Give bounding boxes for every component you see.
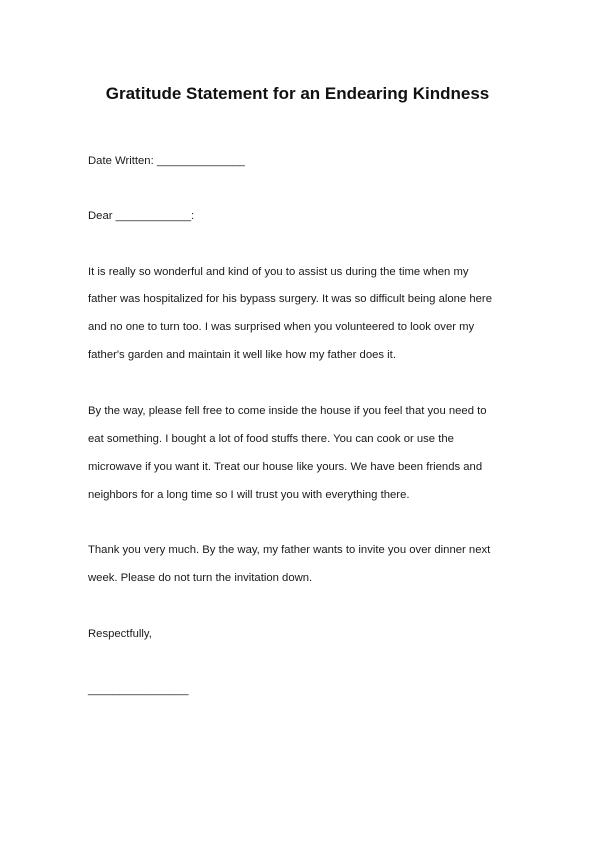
paragraph-3-line-2: week. Please do not turn the invitation down.: [88, 572, 313, 584]
paragraph-2-line-2: eat something. I bought a lot of food stuffs there. You can cook or use the: [88, 433, 454, 445]
paragraph-2-line-3: microwave if you want it. Treat our house like yours. We have been friends and: [88, 461, 483, 473]
closing: Respectfully,: [88, 628, 152, 640]
paragraph-2-line-4: neighbors for a long time so I will trust you with everything there.: [88, 489, 410, 501]
date-written-line: Date Written: ______________: [88, 155, 245, 167]
salutation: Dear ____________:: [88, 210, 195, 222]
paragraph-2-line-1: By the way, please fell free to come inside the house if you feel that you need to: [88, 405, 487, 417]
paragraph-1-line-1: It is really so wonderful and kind of you to assist us during the time when my: [88, 266, 469, 278]
page-title: Gratitude Statement for an Endearing Kindness: [105, 84, 490, 103]
signature-line: ________________: [88, 684, 189, 696]
paragraph-3-line-1: Thank you very much. By the way, my father wants to invite you over dinner next: [88, 544, 491, 556]
paragraph-1-line-2: father was hospitalized for his bypass surgery. It was so difficult being alone here: [88, 293, 492, 305]
paragraph-1-line-4: father's garden and maintain it well like how my father does it.: [88, 349, 396, 361]
paragraph-1-line-3: and no one to turn too. I was surprised when you volunteered to look over my: [88, 321, 475, 333]
